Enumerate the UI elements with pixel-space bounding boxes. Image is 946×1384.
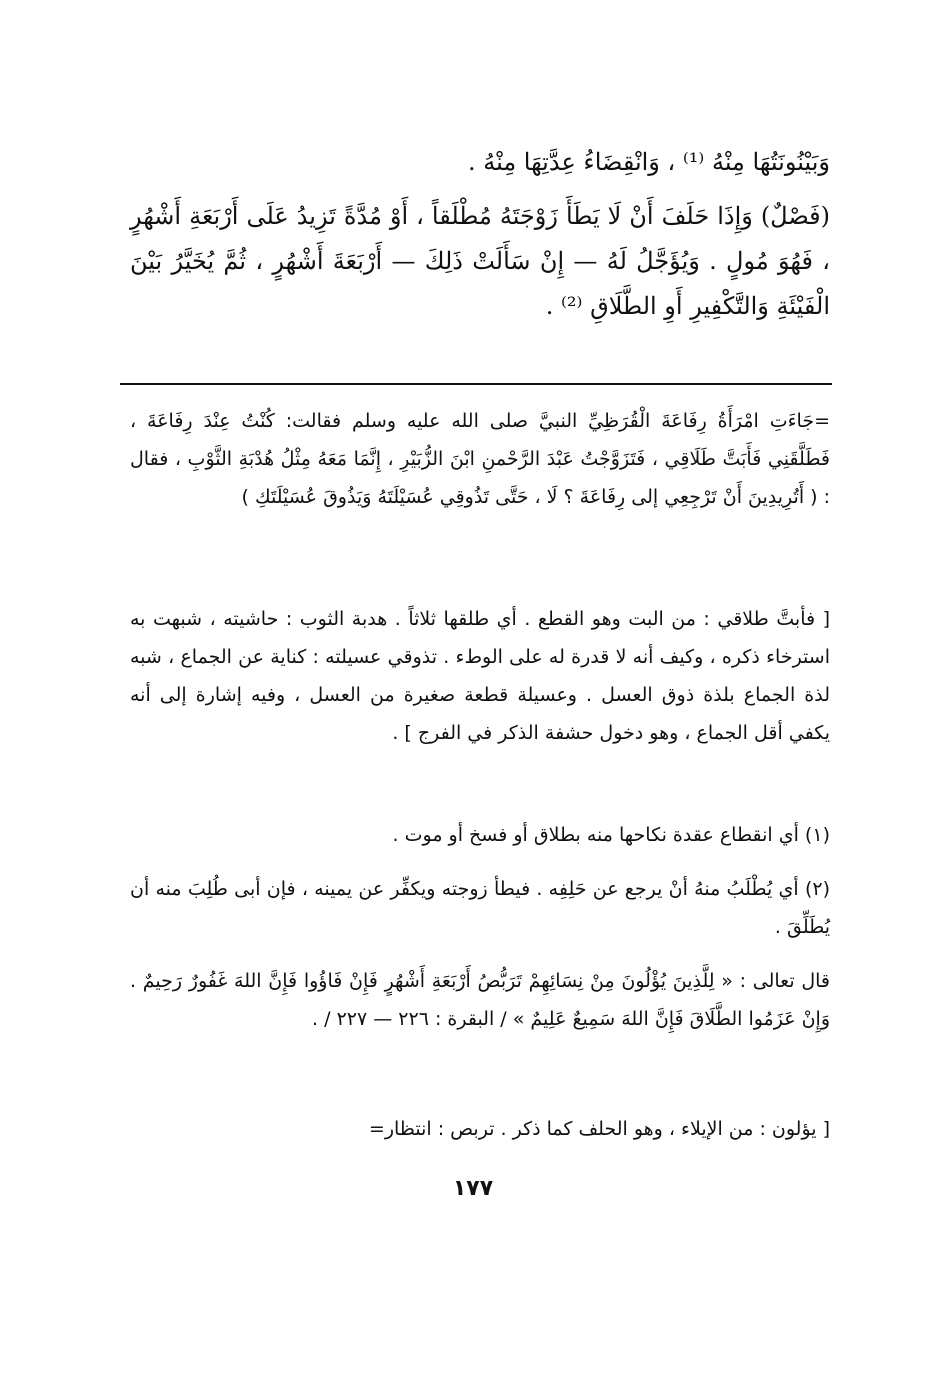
main-text-line-1: وَبَيْنُونَتُهَا مِنْهُ ⁽¹⁾ ، وَانْقِضَاءُ عِدَّتِهَا مِنْهُ . [467, 148, 830, 176]
footnote-divider [120, 383, 832, 385]
main-text-fasl-paragraph: (فَصْلٌ) وَإِذَا حَلَفَ أَنْ لَا يَطَأَ زَوْجَتَهُ مُطْلَقاً ، أَوْ مُدَّةً تَزِيدُ عَلَى أَرْبَعَةِ أَشْهُرٍ ، فَهُوَ مُولٍ . وَيُؤَجَّلُ لَهُ — إِنْ سَأَلَتْ ذَلِكَ — أَرْبَعَةَ أَشْهُرٍ ، ثُمَّ يُخَيَّرُ بَيْنَ الْفَيْئَةِ وَالتَّكْفِيرِ أَوِ الطَّلَاقِ ⁽²⁾ . [130, 202, 831, 320]
page-number: ١٧٧ [452, 1176, 494, 1201]
footnote-hadith: =جَاءَتِ امْرَأَةُ رِفَاعَةَ الْقُرَظِيِّ النبيَّ صلى الله عليه وسلم فقالت: كُنْتُ عِنْدَ رِفَاعَةَ ، فَطَلَّقَنِي فَأَبَتَّ طَلَاقِي ، فَتَزَوَّجْتُ عَبْدَ الرَّحْمنِ ابْنَ الزُّبَيْرِ ، إِنَّمَا مَعَهُ مِثْلُ هُدْبَةِ الثَّوْبِ ، فقال : ( أَتُرِيدِينَ أَنْ تَرْجِعِي إلى رِفَاعَةَ ؟ لَا ، حَتَّى تَذُوقِي عُسَيْلَتَهُ وَيَذُوقَ عُسَيْلَتَكِ ) [130, 410, 830, 508]
footnote-commentary: [ فأبتَّ طلاقي : من البت وهو القطع . أي طلقها ثلاثاً . هدبة الثوب : حاشيته ، شبهت به استرخاء ذكره ، وكيف أنه لا قدرة له على الوطء . تذوقي عسيلته : كناية عن الجماع ، شبه لذة الجماع بلذة ذوق العسل . وعسيلة قطعة صغيرة من العسل ، وفيه إشارة إلى أنه يكفي أقل الجماع ، وهو دخول حشفة الذكر في الفرج ] . [130, 608, 830, 744]
footnote-quran-verse: قال تعالى : « لِلَّذِينَ يُؤْلُونَ مِنْ نِسَائِهِمْ تَرَبُّصُ أَرْبَعَةِ أَشْهُرٍ فَإِنْ فَاؤُوا فَإِنَّ اللهَ غَفُورٌ رَحِيمٌ . وَإِنْ عَزَمُوا الطَّلَاقَ فَإِنَّ اللهَ سَمِيعٌ عَلِيمٌ » / البقرة : ٢٢٦ — ٢٢٧ / . [130, 970, 830, 1030]
footnote-2: (٢) أي يُطْلَبُ منهُ أنْ يرجع عن حَلِفِه . فيطأ زوجته ويكفِّر عن يمينه ، فإن أبى طُلِبَ منه أن يُطَلِّقَ . [130, 878, 830, 938]
footnote-yulun: [ يؤلون : من الإيلاء ، وهو الحلف كما ذكر . تربص : انتظار= [368, 1118, 830, 1140]
footnote-1: (١) أي انقطاع عقدة نكاحها منه بطلاق أو فسخ أو موت . [392, 824, 830, 846]
